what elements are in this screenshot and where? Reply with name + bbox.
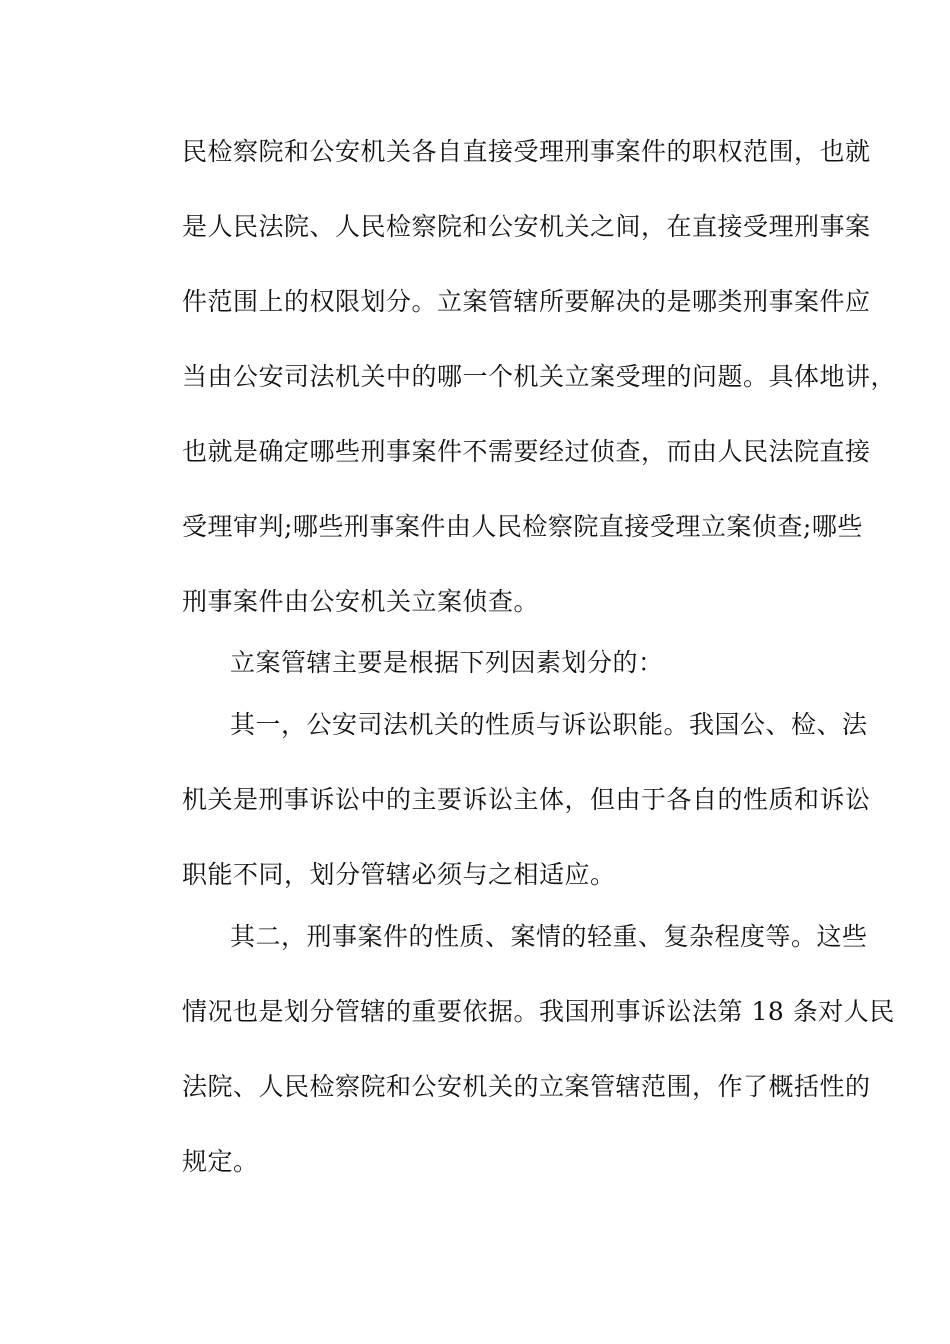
text-line: 规定。: [182, 1147, 259, 1176]
paragraph-start-line: 其一，公安司法机关的性质与诉讼职能。我国公、检、法: [230, 710, 868, 739]
text-line: 也就是确定哪些刑事案件不需要经过侦查，而由人民法院直接: [182, 437, 871, 466]
text-line: 民检察院和公安机关各自直接受理刑事案件的职权范围，也就: [182, 137, 871, 166]
text-line: 是人民法院、人民检察院和公安机关之间，在直接受理刑事案: [182, 212, 871, 241]
text-line: 情况也是划分管辖的重要依据。我国刑事诉讼法第 18 条对人民: [182, 997, 895, 1026]
text-line: 刑事案件由公安机关立案侦查。: [182, 587, 540, 616]
text-line: 职能不同，划分管辖必须与之相适应。: [182, 860, 616, 889]
paragraph-start-line: 其二，刑事案件的性质、案情的轻重、复杂程度等。这些: [230, 922, 868, 951]
paragraph-start-line: 立案管辖主要是根据下列因素划分的：: [230, 648, 664, 677]
text-line: 件范围上的权限划分。立案管辖所要解决的是哪类刑事案件应: [182, 287, 871, 316]
text-line: 受理审判;哪些刑事案件由人民检察院直接受理立案侦查;哪些: [182, 512, 863, 541]
text-line: 当由公安司法机关中的哪一个机关立案受理的问题。具体地讲，: [182, 362, 897, 391]
text-line: 机关是刑事诉讼中的主要诉讼主体，但由于各自的性质和诉讼: [182, 785, 871, 814]
text-line: 法院、人民检察院和公安机关的立案管辖范围，作了概括性的: [182, 1072, 871, 1101]
